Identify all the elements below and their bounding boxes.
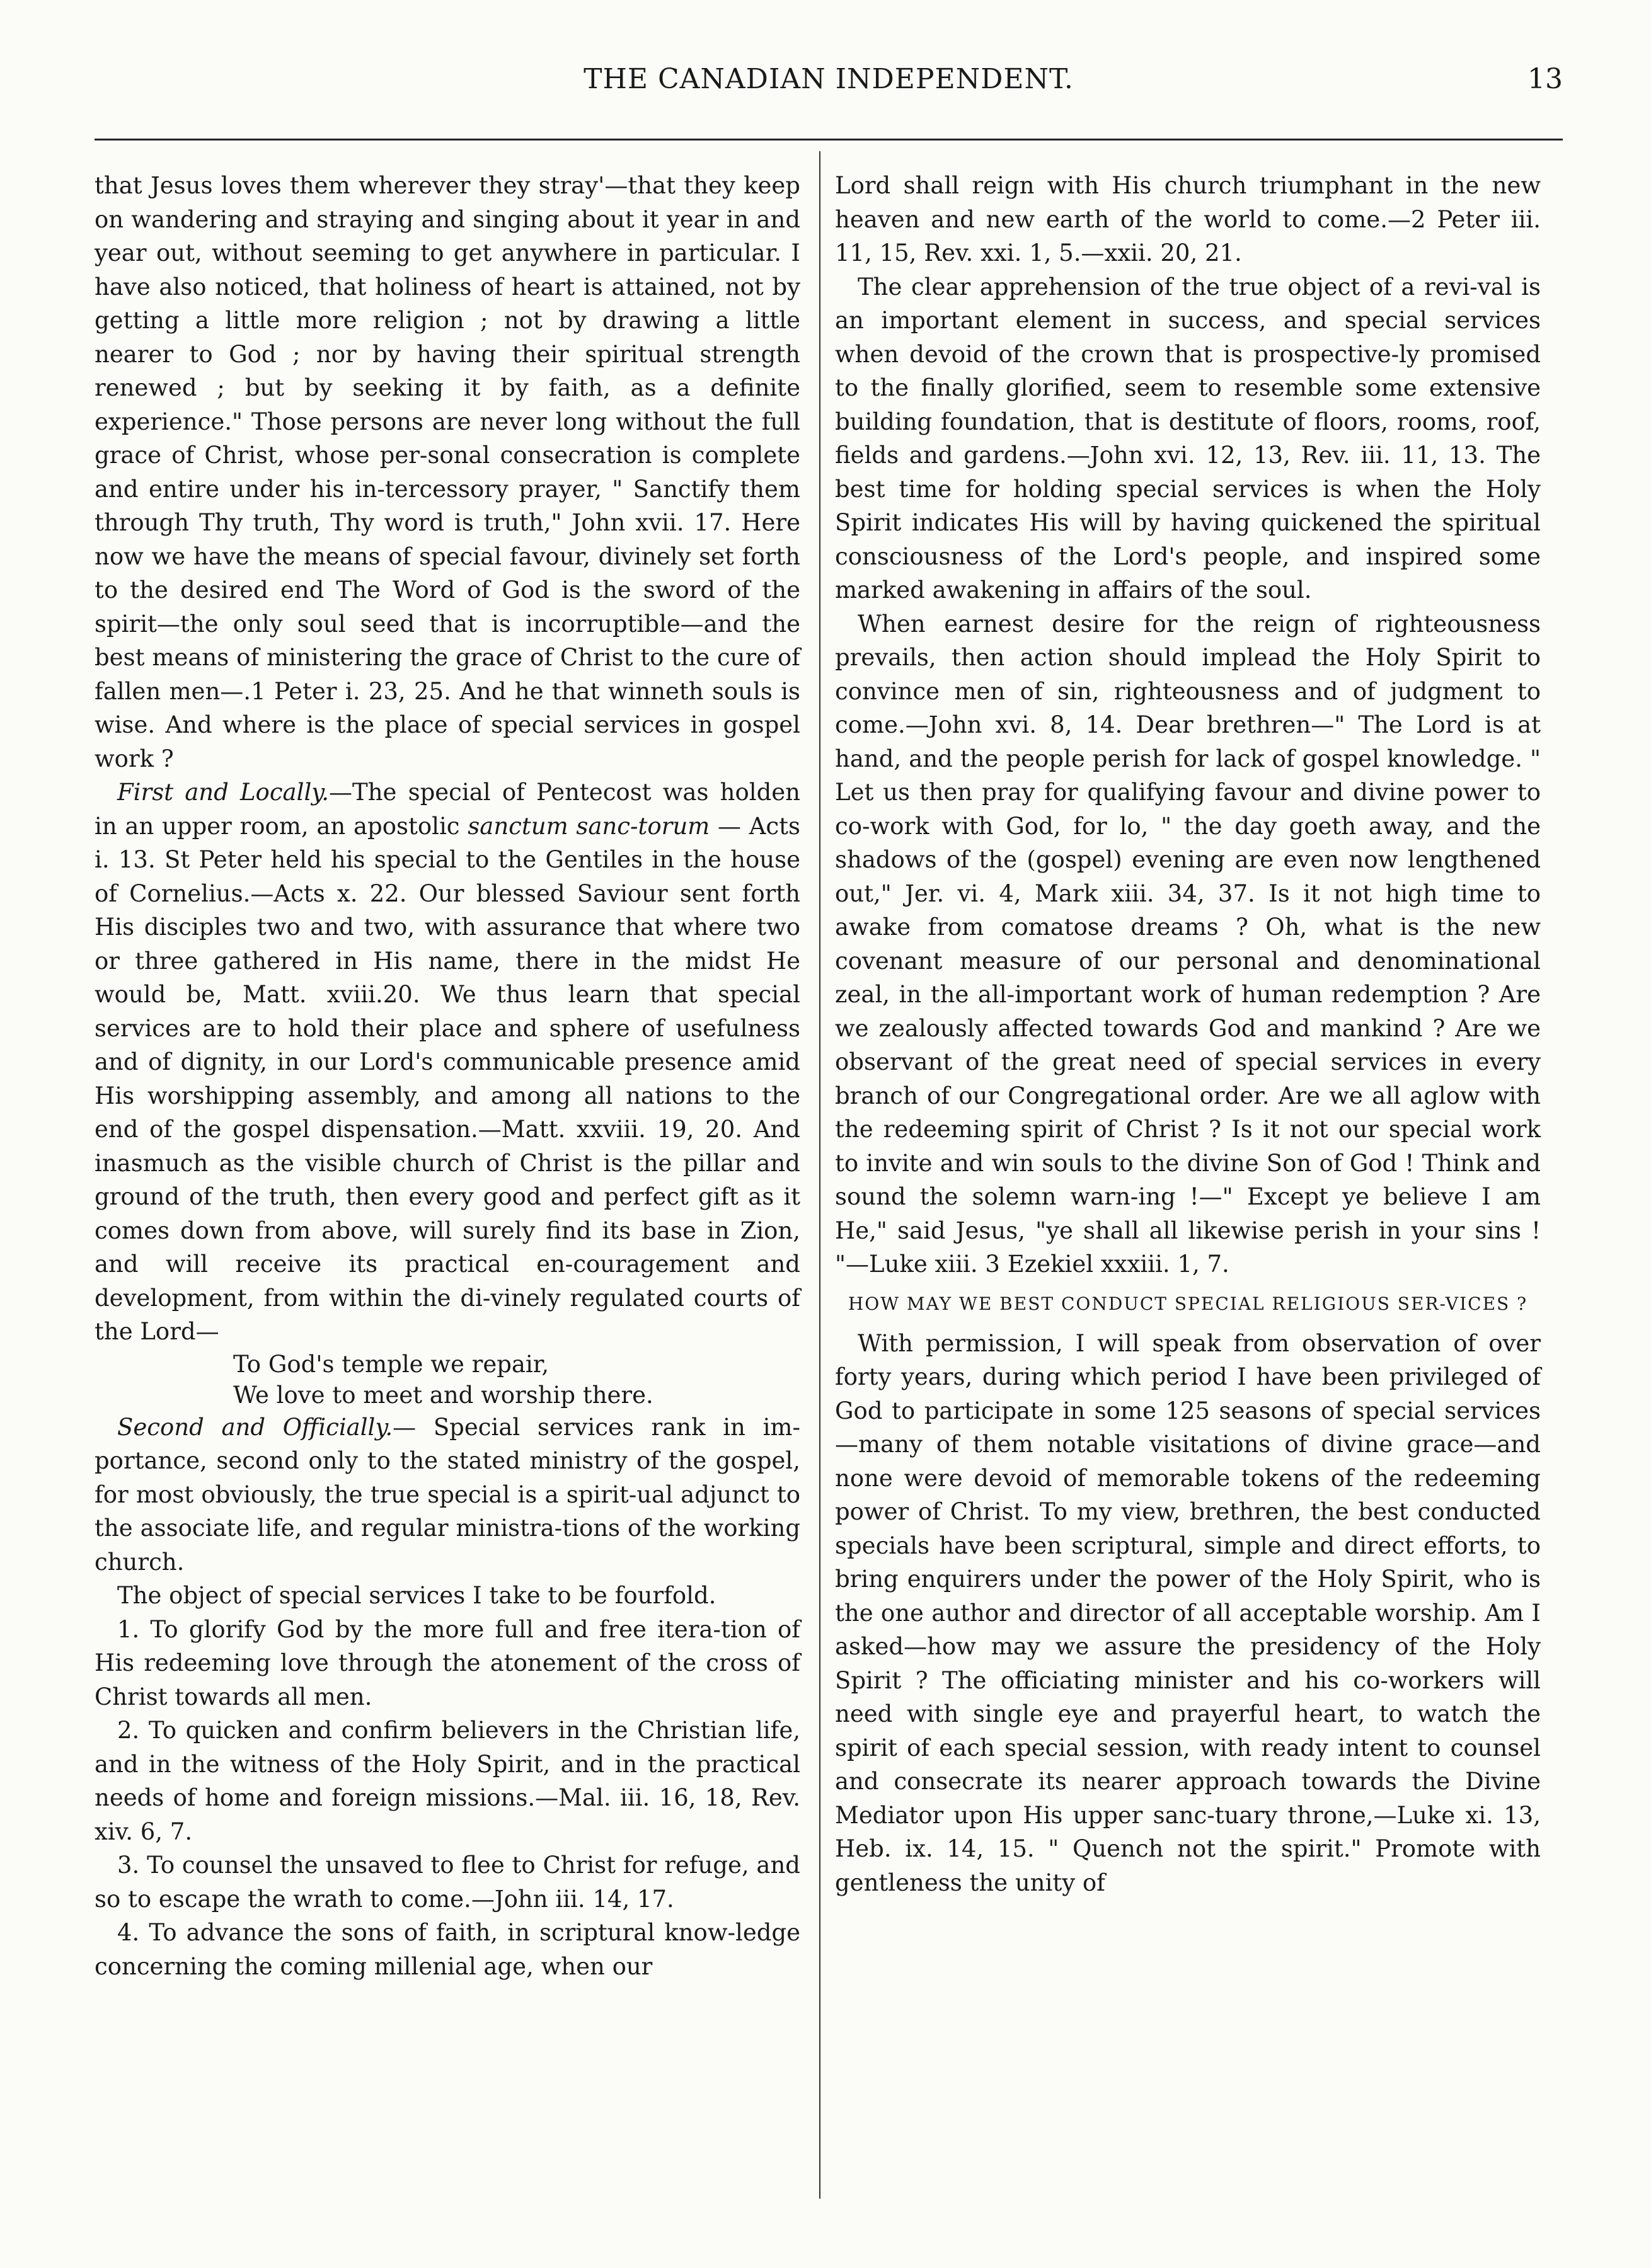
paragraph: 2. To quicken and confirm believers in the Christian life, and in the witness of the Holy Spirit, and in the practical needs of home and foreign missions.—Mal. iii. 16, 18, Rev. xiv. 6, 7.: [95, 1717, 800, 1845]
verse-line: To God's temple we repair,: [233, 1350, 549, 1378]
section-lead: First and Locally.: [117, 779, 330, 806]
paragraph: The clear apprehension of the true object of a revi-val is an important element in success, and special services when devoid of the crown that is prospective-ly promised to the finally glorified, seem to resemble some extensive building foundation, that is destitute of floors, rooms, roof, fields and gardens.—John xvi. 12, 13, Rev. iii. 11, 13. The best time for holding special services is when the Holy Spirit indicates His will by having quickened the spiritual consciousness of the Lord's people, and inspired some marked awakening in affairs of the soul.: [835, 273, 1541, 604]
verse-line: We love to meet and worship there.: [233, 1381, 653, 1409]
right-column: [835, 169, 1541, 1899]
latin-phrase: sanctum sanc-torum: [468, 812, 710, 840]
paragraph: 4. To advance the sons of faith, in scriptural know-ledge concerning the coming millenial age, when our: [95, 1919, 800, 1980]
paragraph: 3. To counsel the unsaved to flee to Christ for refuge, and so to escape the wrath to come.—John iii. 14, 17.: [95, 1852, 800, 1913]
paragraph-text: — Acts i. 13. St Peter held his special to the Gentiles in the house of Cornelius.—Acts x. 22. Our blessed Saviour sent forth His disciples two and two, with assurance that where two or three gathered in His name, there in the midst He would be, Matt. xviii.20. We thus learn that special services are to hold their place and sphere of usefulness and of dignity, in our Lord's communicable presence amid His worshipping assembly, and among all nations to the end of the gospel dispensation.—Matt. xxviii. 19, 20. And inasmuch as the visible church of Christ is the pillar and ground of the truth, then every good and perfect gift as it comes down from above, will surely find its base in Zion, and will receive its practical en-couragement and development, from within the di-vinely regulated courts of the Lord—: [95, 812, 801, 1345]
paragraph-text: — Special services rank in im-portance, second only to the stated ministry of the gospel, for most obviously, the true special is a spirit-ual adjunct to the associate life, and regular ministra-tions of the working church.: [95, 1413, 800, 1576]
paragraph: With permission, I will speak from observation of over forty years, during which period I have been privileged of God to participate in some 125 seasons of special services—many of them notable visitations of divine grace—and none were devoid of memorable tokens of the redeeming power of Christ. To my view, brethren, the best conducted specials have been scriptural, simple and direct efforts, to bring enquirers under the power of the Holy Spirit, who is the one author and director of all acceptable worship. Am I asked—how may we assure the presidency of the Holy Spirit ? The officiating minister and his co-workers will need with single eye and prayerful heart, to watch the spirit of each special session, with ready intent to counsel and consecrate its nearer approach towards the Divine Mediator upon His upper sanc-tuary throne,—Luke xi. 13, Heb. ix. 14, 15. " Quench not the spirit." Promote with gentleness the unity of: [835, 1329, 1541, 1896]
section-lead: Second and Officially.: [117, 1413, 393, 1441]
verse: [233, 1349, 800, 1411]
page-header: [95, 63, 1563, 113]
paragraph: Lord shall reign with His church triumphant in the new heaven and new earth of the world to come.—2 Peter iii. 11, 15, Rev. xxi. 1, 5.—xxii. 20, 21.: [835, 172, 1541, 266]
paragraph: that Jesus loves them wherever they stray'—that they keep on wandering and straying and singing about it year in and year out, without seeming to get anywhere in particular. I have also noticed, that holiness of heart is attained, not by getting a little more religion ; not by drawing a little nearer to God ; nor by having their spiritual strength renewed ; but by seeking it by faith, as a definite experience." Those persons are never long without the full grace of Christ, whose per-sonal consecration is complete and entire under his in-tercessory prayer, " Sanctify them through Thy truth, Thy word is truth," John xvii. 17. Here now we have the means of special favour, divinely set forth to the desired end The Word of God is the sword of the spirit—the only soul seed that is incorruptible—and the best means of ministering the grace of Christ to the cure of fallen men—.1 Peter i. 23, 25. And he that winneth souls is wise. And where is the place of special services in gospel work ?: [95, 172, 800, 772]
paragraph: When earnest desire for the reign of righteousness prevails, then action should implead the Holy Spirit to convince men of sin, righteousness and of judgment to come.—John xvi. 8, 14. Dear brethren—" The Lord is at hand, and the people perish for lack of gospel knowledge. " Let us then pray for qualifying favour and divine power to co-work with God, for lo, " the day goeth away, and the shadows of the (gospel) evening are even now lengthened out," Jer. vi. 4, Mark xiii. 34, 37. Is it not high time to awake from comatose dreams ? Oh, what is the new covenant measure of our personal and denominational zeal, in the all-important work of human redemption ? Are we zealously affected towards God and mankind ? Are we observant of the great need of special services in every branch of our Congregational order. Are we all aglow with the redeeming spirit of Christ ? Is it not our special work to invite and win souls to the divine Son of God ! Think and sound the solemn warn-ing !—" Except ye believe I am He," said Jesus, "ye shall all likewise perish in your sins ! "—Luke xiii. 3 Ezekiel xxxiii. 1, 7.: [835, 610, 1541, 1278]
paragraph: [95, 776, 800, 1349]
header-rule: [95, 139, 1563, 140]
left-column: [95, 169, 800, 1983]
paragraph: 1. To glorify God by the more full and free itera-tion of His redeeming love through the atonement of the cross of Christ towards all men.: [95, 1615, 800, 1710]
section-heading: HOW MAY WE BEST CONDUCT SPECIAL RELIGIOUS SER-VICES ?: [848, 1293, 1528, 1314]
column-divider: [819, 151, 820, 2199]
paragraph: [95, 1411, 800, 1579]
journal-title: THE CANADIAN INDEPENDENT.: [584, 63, 1074, 95]
page-number: 13: [1527, 63, 1563, 95]
paragraph: The object of special services I take to be fourfold.: [117, 1582, 716, 1609]
paragraph-text: —The special of Pentecost was holden in an upper room, an apostolic: [95, 779, 800, 840]
